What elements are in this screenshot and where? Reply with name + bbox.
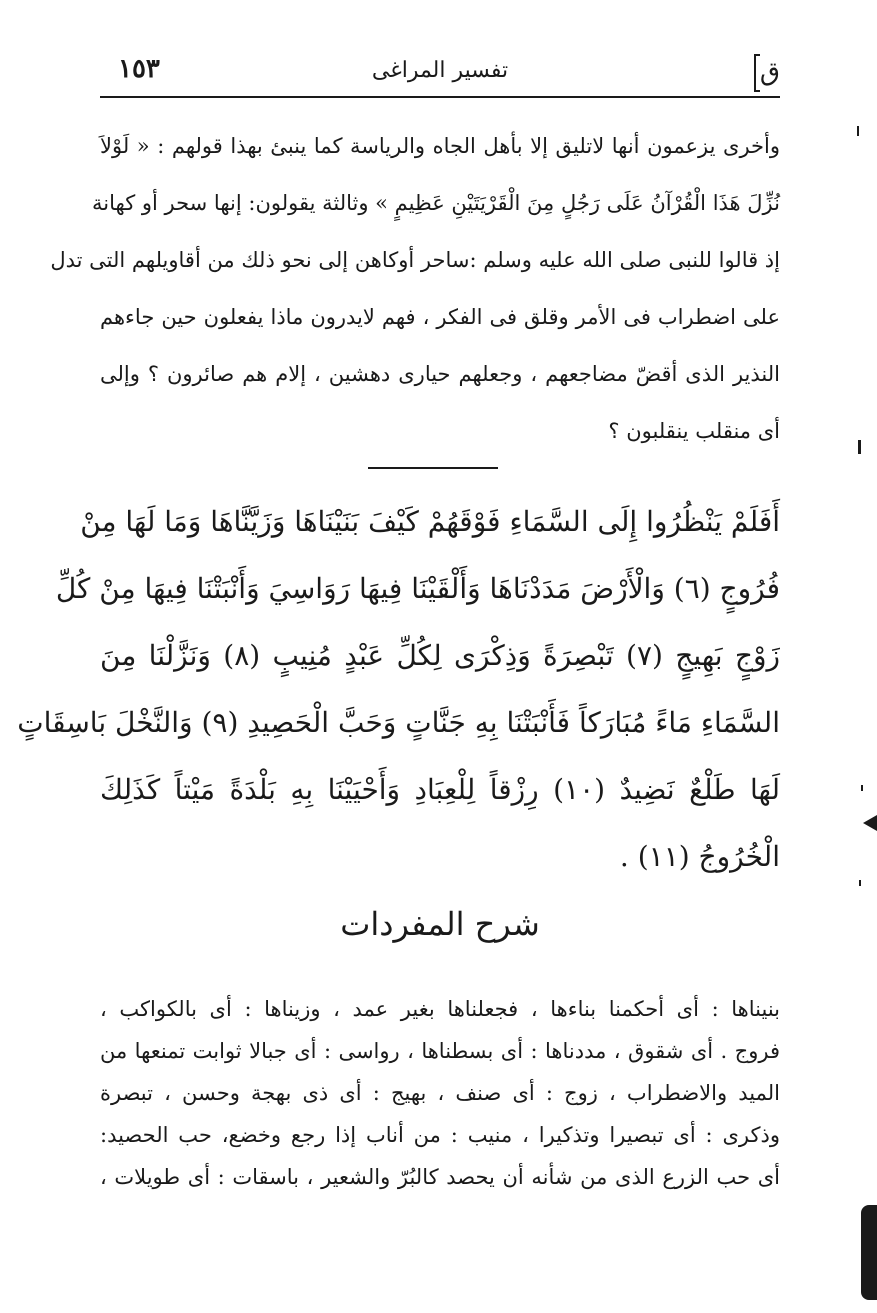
- glossary-line: أى حب الزرع الذى من شأنه أن يحصد كالبُرّ والشعير ، باسقات : أى طويلات ،: [100, 1165, 780, 1189]
- verse-line: أَفَلَمْ يَنْظُرُوا إِلَى السَّمَاءِ فَوْقَهُمْ كَيْفَ بَنَيْنَاهَا وَزَيَّنَّاهَا وَمَا لَهَا مِنْ: [80, 505, 780, 538]
- verse-line: فُرُوجٍ (٦) وَالْأَرْضَ مَدَدْنَاهَا وَأَلْقَيْنَا فِيهَا رَوَاسِيَ وَأَنْبَتْنَا فِيهَا مِنْ كُلِّ: [55, 572, 780, 605]
- surah-letter: ق: [759, 57, 780, 87]
- scan-speck: [859, 880, 861, 886]
- intro-line: أى منقلب ينقلبون ؟: [608, 419, 780, 443]
- scan-speck: [858, 440, 861, 454]
- intro-line: إذ قالوا للنبى صلى الله عليه وسلم :ساحر أوكاهن إلى نحو ذلك من أقاويلهم التى تدل: [50, 248, 780, 272]
- surah-mark: [746, 54, 780, 92]
- running-title: تفسير المراغى: [371, 58, 509, 83]
- glossary-line: بنيناها : أى أحكمنا بناءها ، فجعلناها بغير عمد ، وزيناها : أى بالكواكب ،: [100, 997, 780, 1021]
- verse-line: زَوْجٍ بَهِيجٍ (٧) تَبْصِرَةً وَذِكْرَى لِكُلِّ عَبْدٍ مُنِيبٍ (٨) وَنَزَّلْنَا مِنَ: [100, 639, 780, 672]
- glossary-paragraph: [100, 988, 780, 1198]
- verse-line: الْخُرُوجُ (١١) .: [619, 840, 780, 873]
- intro-line: وأخرى يزعمون أنها لاتليق إلا بأهل الجاه والرياسة كما ينبئ بهذا قولهم : « لَوْلاَ: [100, 134, 780, 158]
- scan-speck: [863, 815, 877, 831]
- section-title: شرح المفردات: [340, 905, 540, 943]
- scan-edge-shadow: [861, 1205, 877, 1300]
- scan-speck: [861, 785, 863, 791]
- header-rule: [100, 96, 780, 98]
- intro-line: على اضطراب فى الأمر وقلق فى الفكر ، فهم لايدرون ماذا يفعلون حين جاءهم: [100, 305, 780, 329]
- intro-line: النذير الذى أقضّ مضاجعهم ، وجعلهم حيارى دهشين ، إلام هم صائرون ؟ وإلى: [100, 362, 780, 386]
- glossary-line: فروج . أى شقوق ، مددناها : أى بسطناها ، رواسى : أى جبالا ثوابت تمنعها من: [100, 1039, 780, 1063]
- scan-speck: [857, 126, 859, 136]
- intro-paragraph: [50, 118, 780, 460]
- section-divider: [368, 467, 498, 469]
- page-number: ١٥٣: [118, 54, 160, 84]
- page-header: [100, 50, 780, 94]
- glossary-line: الميد والاضطراب ، زوج : أى صنف ، بهيج : أى ذى بهجة وحسن ، تبصرة: [100, 1081, 780, 1105]
- quran-verses: [17, 488, 780, 890]
- glossary-line: وذكرى : أى تبصيرا وتذكيرا ، منيب : من أناب إذا رجع وخضع، حب الحصيد:: [100, 1123, 780, 1147]
- intro-line: نُزِّلَ هَذَا الْقُرْآنُ عَلَى رَجُلٍ مِنَ الْقَرْيَتَيْنِ عَظِيمٍ » وثالثة يقولون: إنها سحر أو كهانة: [92, 191, 780, 215]
- verse-line: لَهَا طَلْعٌ نَضِيدٌ (١٠) رِزْقاً لِلْعِبَادِ وَأَحْيَيْنَا بِهِ بَلْدَةً مَيْتاً كَذَلِكَ: [100, 773, 780, 806]
- verse-line: السَّمَاءِ مَاءً مُبَارَكاً فَأَنْبَتْنَا بِهِ جَنَّاتٍ وَحَبَّ الْحَصِيدِ (٩) وَالنَّخْلَ بَاسِقَاتٍ: [17, 706, 780, 739]
